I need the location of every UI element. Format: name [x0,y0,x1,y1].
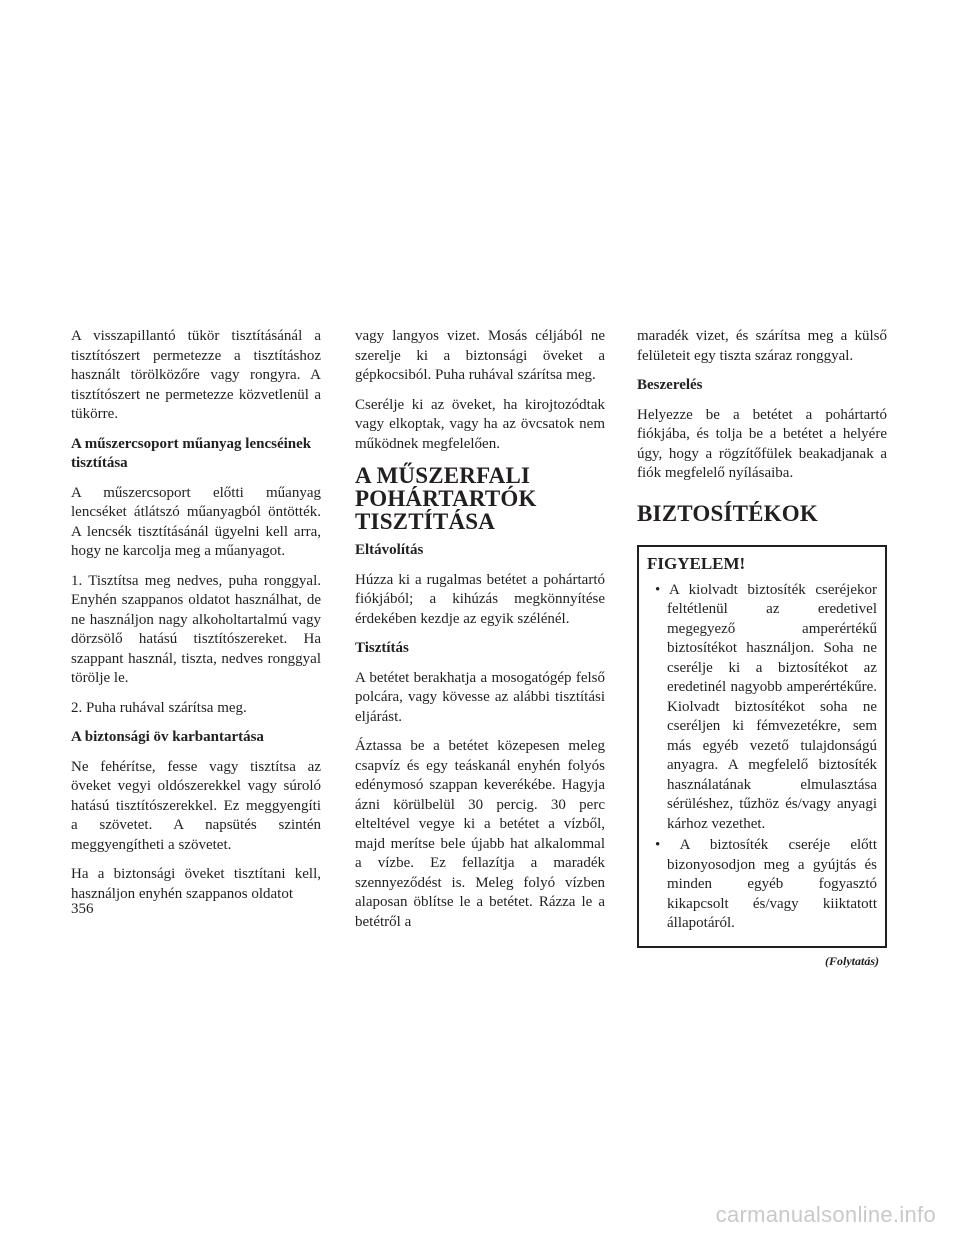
watermark: carmanualsonline.info [715,1202,936,1227]
section-heading: Tisztítás [355,640,409,656]
paragraph: maradék vizet, és szárítsa meg a külső felületeit egy tiszta száraz ronggyal. [637,328,887,364]
warning-item: • A biztosíték cseréje előtt bizonyosodjon meg a gyújtás és minden egyéb fogyasztó kikapcsolt és/vagy kiiktatott állapotáról. [647,836,877,934]
column-3 [637,327,887,969]
warning-box [637,545,887,948]
section-heading: A biztonsági öv karbantartása [71,729,264,745]
paragraph: A betétet berakhatja a mosogatógép felső polcára, vagy kövesse az alábbi tisztítási eljárást. [355,669,605,725]
column-1 [71,327,321,914]
paragraph: Ne fehérítse, fesse vagy tisztítsa az öveket vegyi oldószerekkel vagy súroló hatású tisztítószerekkel. Ez meggyengíti a szövetet. A napsütés szintén meggyengítheti a szövetet. [71,758,321,853]
paragraph: A műszercsoport előtti műanyag lencséket átlátszó műanyagból öntötték. A lencsék tisztításánál ügyelni kell arra, hogy ne karcolja meg a műanyagot. [71,484,321,559]
continued-note: (Folytatás) [825,953,879,968]
paragraph: vagy langyos vizet. Mosás céljából ne szerelje ki a biztonsági öveket a gépkocsiból. Puha ruhával szárítsa meg. [355,328,605,383]
warning-item: • A kiolvadt biztosíték cseréjekor feltétlenül az eredetivel megegyező amperértékű biztosítékot használjon. Soha ne cserélje ki a biztosítékot az eredetinél nagyobb amperértékűre. Kiolvadt biztosítékot soha ne cseréljen ki fémvezetékre, sem más egyéb vezető tulajdonságú anyagra. A megfelelő biztosíték használatának elmulasztása sérüléshez, tűzhöz és/vagy anyagi kárhoz vezethet. [647,581,877,835]
warning-list [647,581,877,934]
paragraph: A visszapillantó tükör tisztításánál a tisztítószert permetezze a tisztításhoz használt törölközőre vagy rongyra. A tisztítószert ne permetezze közvetlenül a tükörre. [71,328,321,422]
section-heading: Eltávolítás [355,542,424,558]
warning-title: FIGYELEM! [647,553,746,573]
chapter-title: BIZTOSÍTÉKOK [637,500,818,526]
chapter-title: A MŰSZERFALI POHÁRTARTÓK TISZTÍTÁSA [355,463,537,534]
paragraph: Cserélje ki az öveket, ha kirojtozódtak vagy elkoptak, vagy ha az övcsatok nem működnek megfelelően. [355,396,605,452]
paragraph: Húzza ki a rugalmas betétet a pohártartó fiókjából; a kihúzás megkönnyítése érdekében kezdje az egyik szélénél. [355,571,605,627]
paragraph: Helyezze be a betétet a pohártartó fiókjába, és tolja be a betétet a helyére úgy, hogy a rögzítőfülek beakadjanak a fiók megfelelő nyílásaiba. [637,406,887,481]
section-heading: Beszerelés [637,377,703,393]
paragraph: Áztassa be a betétet közepesen meleg csapvíz és egy teáskanál enyhén folyós edénymosó szappan keverékébe. Hagyja ázni körülbelül 30 percig. 30 perc elteltével vegye ki a betétet a vízből, majd merítse bele újabb hat alkalommal a vízbe. Ez fellazítja a maradék szennyeződést is. Meleg folyó vízben alaposan öblítse le a betétet. Rázza le a betétről a [355,738,605,930]
step-1: 1. Tisztítsa meg nedves, puha ronggyal. Enyhén szappanos oldatot használhat, de ne használjon nagy alkoholtartalmú vagy dörzsölő hatású tisztítószereket. Ha szappant használ, tiszta, nedves ronggyal törölje le. [71,572,321,686]
paragraph: Ha a biztonsági öveket tisztítani kell, használjon enyhén szappanos oldatot [71,866,321,902]
page-number: 356 [71,901,94,917]
step-2: 2. Puha ruhával szárítsa meg. [71,699,247,716]
column-2 [355,327,605,942]
section-heading: A műszercsoport műanyag lencséinek tisztítása [71,435,312,471]
